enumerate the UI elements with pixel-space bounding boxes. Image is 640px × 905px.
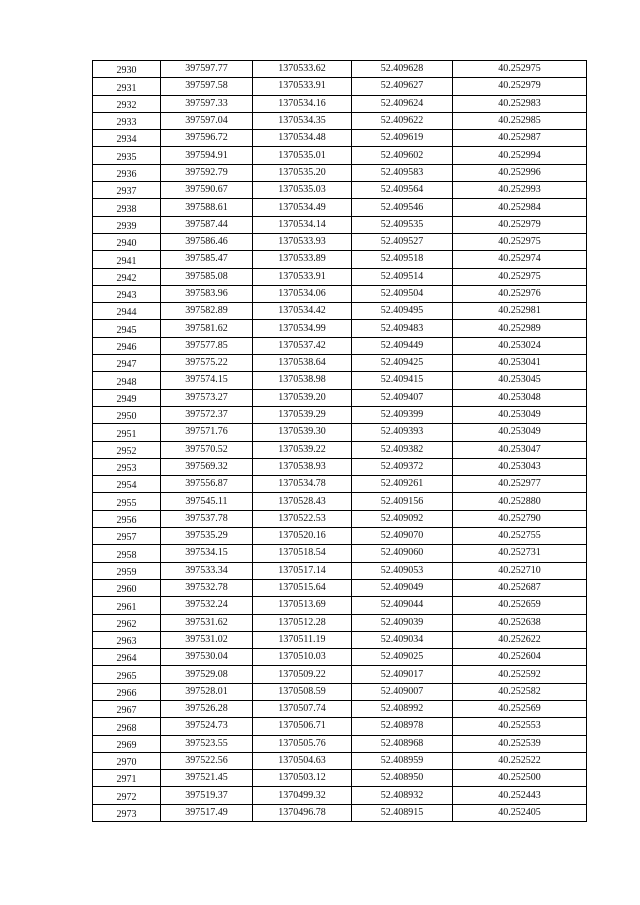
latitude-cell: 52.409624 [352, 95, 453, 112]
latitude-cell: 52.409425 [352, 355, 453, 372]
point-number-cell: 2940 [93, 233, 161, 250]
latitude-cell: 52.409053 [352, 562, 453, 579]
y-coordinate-cell: 1370496.78 [253, 804, 352, 821]
longitude-cell: 40.252984 [453, 199, 587, 216]
x-coordinate-cell: 397575.22 [161, 355, 253, 372]
table-row [93, 406, 587, 423]
longitude-cell: 40.252755 [453, 528, 587, 545]
point-number-cell: 2948 [93, 372, 161, 389]
latitude-cell: 52.409415 [352, 372, 453, 389]
table-row [93, 545, 587, 562]
y-coordinate-cell: 1370534.99 [253, 320, 352, 337]
longitude-cell: 40.252979 [453, 78, 587, 95]
point-number-cell: 2932 [93, 95, 161, 112]
latitude-cell: 52.409007 [352, 683, 453, 700]
latitude-cell: 52.408978 [352, 718, 453, 735]
point-number-cell: 2949 [93, 389, 161, 406]
x-coordinate-cell: 397577.85 [161, 337, 253, 354]
y-coordinate-cell: 1370534.42 [253, 303, 352, 320]
x-coordinate-cell: 397588.61 [161, 199, 253, 216]
y-coordinate-cell: 1370533.91 [253, 268, 352, 285]
point-number-cell: 2945 [93, 320, 161, 337]
latitude-cell: 52.409504 [352, 285, 453, 302]
point-number-cell: 2966 [93, 683, 161, 700]
table-row [93, 614, 587, 631]
longitude-cell: 40.252975 [453, 268, 587, 285]
y-coordinate-cell: 1370539.20 [253, 389, 352, 406]
point-number-cell: 2950 [93, 406, 161, 423]
longitude-cell: 40.252443 [453, 787, 587, 804]
longitude-cell: 40.252659 [453, 597, 587, 614]
table-row [93, 61, 587, 78]
y-coordinate-cell: 1370513.69 [253, 597, 352, 614]
y-coordinate-cell: 1370535.20 [253, 164, 352, 181]
y-coordinate-cell: 1370534.16 [253, 95, 352, 112]
x-coordinate-cell: 397532.24 [161, 597, 253, 614]
point-number-cell: 2956 [93, 510, 161, 527]
table-row [93, 337, 587, 354]
table-row [93, 458, 587, 475]
table-row [93, 700, 587, 717]
point-number-cell: 2955 [93, 493, 161, 510]
point-number-cell: 2943 [93, 285, 161, 302]
longitude-cell: 40.252500 [453, 770, 587, 787]
longitude-cell: 40.252993 [453, 182, 587, 199]
latitude-cell: 52.409535 [352, 216, 453, 233]
x-coordinate-cell: 397556.87 [161, 476, 253, 493]
y-coordinate-cell: 1370534.14 [253, 216, 352, 233]
point-number-cell: 2941 [93, 251, 161, 268]
y-coordinate-cell: 1370504.63 [253, 752, 352, 769]
y-coordinate-cell: 1370499.32 [253, 787, 352, 804]
longitude-cell: 40.252975 [453, 233, 587, 250]
point-number-cell: 2952 [93, 441, 161, 458]
table-row [93, 199, 587, 216]
latitude-cell: 52.409070 [352, 528, 453, 545]
y-coordinate-cell: 1370535.03 [253, 182, 352, 199]
longitude-cell: 40.252539 [453, 735, 587, 752]
longitude-cell: 40.252989 [453, 320, 587, 337]
latitude-cell: 52.409393 [352, 424, 453, 441]
point-number-cell: 2964 [93, 649, 161, 666]
longitude-cell: 40.252790 [453, 510, 587, 527]
y-coordinate-cell: 1370537.42 [253, 337, 352, 354]
point-number-cell: 2942 [93, 268, 161, 285]
latitude-cell: 52.409017 [352, 666, 453, 683]
y-coordinate-cell: 1370533.62 [253, 61, 352, 78]
table-row [93, 389, 587, 406]
longitude-cell: 40.252996 [453, 164, 587, 181]
latitude-cell: 52.409583 [352, 164, 453, 181]
longitude-cell: 40.252569 [453, 700, 587, 717]
point-number-cell: 2953 [93, 458, 161, 475]
x-coordinate-cell: 397573.27 [161, 389, 253, 406]
y-coordinate-cell: 1370533.89 [253, 251, 352, 268]
y-coordinate-cell: 1370539.22 [253, 441, 352, 458]
y-coordinate-cell: 1370511.19 [253, 631, 352, 648]
latitude-cell: 52.409156 [352, 493, 453, 510]
table-row [93, 147, 587, 164]
table-row [93, 216, 587, 233]
x-coordinate-cell: 397594.91 [161, 147, 253, 164]
longitude-cell: 40.252553 [453, 718, 587, 735]
x-coordinate-cell: 397587.44 [161, 216, 253, 233]
latitude-cell: 52.408992 [352, 700, 453, 717]
x-coordinate-cell: 397597.58 [161, 78, 253, 95]
point-number-cell: 2970 [93, 752, 161, 769]
x-coordinate-cell: 397571.76 [161, 424, 253, 441]
table-row [93, 424, 587, 441]
longitude-cell: 40.252979 [453, 216, 587, 233]
table-row [93, 770, 587, 787]
x-coordinate-cell: 397586.46 [161, 233, 253, 250]
x-coordinate-cell: 397523.55 [161, 735, 253, 752]
longitude-cell: 40.253045 [453, 372, 587, 389]
point-number-cell: 2930 [93, 61, 161, 78]
point-number-cell: 2965 [93, 666, 161, 683]
y-coordinate-cell: 1370503.12 [253, 770, 352, 787]
x-coordinate-cell: 397526.28 [161, 700, 253, 717]
x-coordinate-cell: 397532.78 [161, 579, 253, 596]
table-row [93, 476, 587, 493]
x-coordinate-cell: 397521.45 [161, 770, 253, 787]
point-number-cell: 2960 [93, 579, 161, 596]
x-coordinate-cell: 397585.08 [161, 268, 253, 285]
x-coordinate-cell: 397524.73 [161, 718, 253, 735]
y-coordinate-cell: 1370517.14 [253, 562, 352, 579]
x-coordinate-cell: 397530.04 [161, 649, 253, 666]
latitude-cell: 52.409044 [352, 597, 453, 614]
y-coordinate-cell: 1370533.93 [253, 233, 352, 250]
y-coordinate-cell: 1370518.54 [253, 545, 352, 562]
x-coordinate-cell: 397583.96 [161, 285, 253, 302]
latitude-cell: 52.408950 [352, 770, 453, 787]
point-number-cell: 2931 [93, 78, 161, 95]
y-coordinate-cell: 1370522.53 [253, 510, 352, 527]
point-number-cell: 2957 [93, 528, 161, 545]
x-coordinate-cell: 397522.56 [161, 752, 253, 769]
y-coordinate-cell: 1370538.93 [253, 458, 352, 475]
longitude-cell: 40.252405 [453, 804, 587, 821]
table-row [93, 787, 587, 804]
table-row [93, 303, 587, 320]
table-row [93, 683, 587, 700]
longitude-cell: 40.253048 [453, 389, 587, 406]
latitude-cell: 52.409407 [352, 389, 453, 406]
point-number-cell: 2958 [93, 545, 161, 562]
longitude-cell: 40.252880 [453, 493, 587, 510]
y-coordinate-cell: 1370509.22 [253, 666, 352, 683]
x-coordinate-cell: 397592.79 [161, 164, 253, 181]
point-number-cell: 2971 [93, 770, 161, 787]
table-row [93, 804, 587, 821]
y-coordinate-cell: 1370507.74 [253, 700, 352, 717]
y-coordinate-cell: 1370508.59 [253, 683, 352, 700]
x-coordinate-cell: 397529.08 [161, 666, 253, 683]
latitude-cell: 52.409039 [352, 614, 453, 631]
latitude-cell: 52.409399 [352, 406, 453, 423]
latitude-cell: 52.409025 [352, 649, 453, 666]
longitude-cell: 40.252582 [453, 683, 587, 700]
y-coordinate-cell: 1370534.48 [253, 130, 352, 147]
y-coordinate-cell: 1370538.98 [253, 372, 352, 389]
point-number-cell: 2972 [93, 787, 161, 804]
latitude-cell: 52.409049 [352, 579, 453, 596]
y-coordinate-cell: 1370506.71 [253, 718, 352, 735]
y-coordinate-cell: 1370535.01 [253, 147, 352, 164]
latitude-cell: 52.409564 [352, 182, 453, 199]
longitude-cell: 40.252522 [453, 752, 587, 769]
latitude-cell: 52.409546 [352, 199, 453, 216]
table-row [93, 510, 587, 527]
longitude-cell: 40.252604 [453, 649, 587, 666]
x-coordinate-cell: 397590.67 [161, 182, 253, 199]
table-row [93, 182, 587, 199]
y-coordinate-cell: 1370534.78 [253, 476, 352, 493]
point-number-cell: 2969 [93, 735, 161, 752]
y-coordinate-cell: 1370510.03 [253, 649, 352, 666]
y-coordinate-cell: 1370534.49 [253, 199, 352, 216]
page-sheet [92, 60, 587, 822]
longitude-cell: 40.253049 [453, 406, 587, 423]
x-coordinate-cell: 397585.47 [161, 251, 253, 268]
x-coordinate-cell: 397572.37 [161, 406, 253, 423]
point-number-cell: 2967 [93, 700, 161, 717]
x-coordinate-cell: 397533.34 [161, 562, 253, 579]
longitude-cell: 40.252710 [453, 562, 587, 579]
point-number-cell: 2954 [93, 476, 161, 493]
table-row [93, 78, 587, 95]
longitude-cell: 40.253024 [453, 337, 587, 354]
point-number-cell: 2959 [93, 562, 161, 579]
table-row [93, 355, 587, 372]
latitude-cell: 52.409619 [352, 130, 453, 147]
latitude-cell: 52.409449 [352, 337, 453, 354]
coordinates-table [92, 60, 587, 822]
latitude-cell: 52.409622 [352, 112, 453, 129]
point-number-cell: 2946 [93, 337, 161, 354]
latitude-cell: 52.409628 [352, 61, 453, 78]
point-number-cell: 2937 [93, 182, 161, 199]
longitude-cell: 40.252981 [453, 303, 587, 320]
x-coordinate-cell: 397519.37 [161, 787, 253, 804]
x-coordinate-cell: 397535.29 [161, 528, 253, 545]
x-coordinate-cell: 397528.01 [161, 683, 253, 700]
longitude-cell: 40.253041 [453, 355, 587, 372]
point-number-cell: 2934 [93, 130, 161, 147]
longitude-cell: 40.252622 [453, 631, 587, 648]
latitude-cell: 52.409602 [352, 147, 453, 164]
x-coordinate-cell: 397569.32 [161, 458, 253, 475]
table-row [93, 285, 587, 302]
x-coordinate-cell: 397531.62 [161, 614, 253, 631]
latitude-cell: 52.409627 [352, 78, 453, 95]
x-coordinate-cell: 397537.78 [161, 510, 253, 527]
table-row [93, 251, 587, 268]
point-number-cell: 2933 [93, 112, 161, 129]
y-coordinate-cell: 1370534.06 [253, 285, 352, 302]
table-row [93, 528, 587, 545]
x-coordinate-cell: 397531.02 [161, 631, 253, 648]
longitude-cell: 40.252974 [453, 251, 587, 268]
x-coordinate-cell: 397581.62 [161, 320, 253, 337]
longitude-cell: 40.253043 [453, 458, 587, 475]
table-row [93, 649, 587, 666]
y-coordinate-cell: 1370539.29 [253, 406, 352, 423]
y-coordinate-cell: 1370512.28 [253, 614, 352, 631]
table-row [93, 718, 587, 735]
longitude-cell: 40.252983 [453, 95, 587, 112]
longitude-cell: 40.252638 [453, 614, 587, 631]
y-coordinate-cell: 1370515.64 [253, 579, 352, 596]
y-coordinate-cell: 1370528.43 [253, 493, 352, 510]
point-number-cell: 2935 [93, 147, 161, 164]
longitude-cell: 40.252731 [453, 545, 587, 562]
table-row [93, 579, 587, 596]
latitude-cell: 52.408968 [352, 735, 453, 752]
latitude-cell: 52.409518 [352, 251, 453, 268]
point-number-cell: 2968 [93, 718, 161, 735]
table-row [93, 441, 587, 458]
table-row [93, 666, 587, 683]
point-number-cell: 2936 [93, 164, 161, 181]
x-coordinate-cell: 397596.72 [161, 130, 253, 147]
latitude-cell: 52.409372 [352, 458, 453, 475]
table-row [93, 233, 587, 250]
latitude-cell: 52.408915 [352, 804, 453, 821]
x-coordinate-cell: 397597.33 [161, 95, 253, 112]
latitude-cell: 52.409092 [352, 510, 453, 527]
latitude-cell: 52.409261 [352, 476, 453, 493]
table-row [93, 268, 587, 285]
longitude-cell: 40.253049 [453, 424, 587, 441]
table-row [93, 320, 587, 337]
longitude-cell: 40.252592 [453, 666, 587, 683]
y-coordinate-cell: 1370534.35 [253, 112, 352, 129]
table-row [93, 130, 587, 147]
point-number-cell: 2947 [93, 355, 161, 372]
latitude-cell: 52.409382 [352, 441, 453, 458]
y-coordinate-cell: 1370538.64 [253, 355, 352, 372]
table-row [93, 735, 587, 752]
table-row [93, 112, 587, 129]
point-number-cell: 2962 [93, 614, 161, 631]
latitude-cell: 52.409495 [352, 303, 453, 320]
point-number-cell: 2939 [93, 216, 161, 233]
table-row [93, 372, 587, 389]
latitude-cell: 52.408932 [352, 787, 453, 804]
latitude-cell: 52.409527 [352, 233, 453, 250]
point-number-cell: 2938 [93, 199, 161, 216]
longitude-cell: 40.252687 [453, 579, 587, 596]
x-coordinate-cell: 397534.15 [161, 545, 253, 562]
latitude-cell: 52.409034 [352, 631, 453, 648]
table-row [93, 164, 587, 181]
longitude-cell: 40.252977 [453, 476, 587, 493]
latitude-cell: 52.408959 [352, 752, 453, 769]
x-coordinate-cell: 397582.89 [161, 303, 253, 320]
x-coordinate-cell: 397597.77 [161, 61, 253, 78]
x-coordinate-cell: 397545.11 [161, 493, 253, 510]
longitude-cell: 40.252985 [453, 112, 587, 129]
latitude-cell: 52.409060 [352, 545, 453, 562]
longitude-cell: 40.252994 [453, 147, 587, 164]
y-coordinate-cell: 1370520.16 [253, 528, 352, 545]
point-number-cell: 2951 [93, 424, 161, 441]
longitude-cell: 40.252976 [453, 285, 587, 302]
x-coordinate-cell: 397597.04 [161, 112, 253, 129]
y-coordinate-cell: 1370539.30 [253, 424, 352, 441]
x-coordinate-cell: 397570.52 [161, 441, 253, 458]
table-row [93, 752, 587, 769]
table-row [93, 597, 587, 614]
table-row [93, 493, 587, 510]
table-row [93, 631, 587, 648]
longitude-cell: 40.252987 [453, 130, 587, 147]
point-number-cell: 2944 [93, 303, 161, 320]
latitude-cell: 52.409483 [352, 320, 453, 337]
longitude-cell: 40.252975 [453, 61, 587, 78]
x-coordinate-cell: 397517.49 [161, 804, 253, 821]
point-number-cell: 2961 [93, 597, 161, 614]
table-row [93, 95, 587, 112]
y-coordinate-cell: 1370505.76 [253, 735, 352, 752]
table-body [93, 61, 587, 822]
longitude-cell: 40.253047 [453, 441, 587, 458]
latitude-cell: 52.409514 [352, 268, 453, 285]
y-coordinate-cell: 1370533.91 [253, 78, 352, 95]
x-coordinate-cell: 397574.15 [161, 372, 253, 389]
table-row [93, 562, 587, 579]
point-number-cell: 2963 [93, 631, 161, 648]
point-number-cell: 2973 [93, 804, 161, 821]
